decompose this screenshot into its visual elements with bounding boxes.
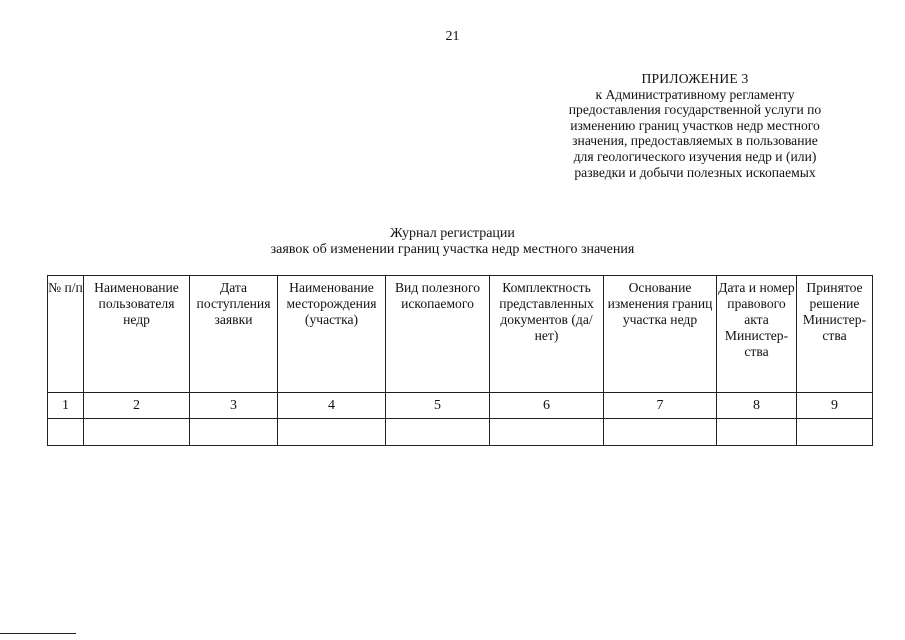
header-subsoil-user: Наименование пользователя недр: [84, 276, 190, 393]
header-change-basis: Основание изменения границ участка недр: [604, 276, 717, 393]
registry-table: [47, 275, 873, 446]
column-number: 6: [490, 393, 604, 419]
column-number: 1: [48, 393, 84, 419]
appendix-line: к Административному регламенту: [595, 86, 795, 102]
appendix-line: значения, предоставляемых в пользование: [572, 133, 818, 149]
column-number: 7: [604, 393, 717, 419]
column-number: 4: [278, 393, 386, 419]
table-cell: [490, 419, 604, 446]
journal-title-line: Журнал регистрации: [390, 226, 515, 241]
header-mineral-type: Вид полезного ископаемого: [386, 276, 490, 393]
table-header-row: [48, 276, 873, 393]
table-row: [48, 419, 873, 446]
header-ministry-decision: Принятое решение Министер-ства: [797, 276, 873, 393]
table-cell: [717, 419, 797, 446]
column-number: 2: [84, 393, 190, 419]
footnote-separator: [0, 633, 76, 634]
page-number: 21: [445, 29, 460, 44]
table-cell: [604, 419, 717, 446]
header-number: № п/п: [48, 276, 84, 393]
appendix-line: изменению границ участков недр местного: [570, 117, 820, 133]
appendix-line: разведки и добычи полезных ископаемых: [574, 164, 816, 180]
table-cell: [386, 419, 490, 446]
header-deposit-name: Наименование месторождения (участка): [278, 276, 386, 393]
header-documents-completeness: Комплектность представленных документов (да/нет): [490, 276, 604, 393]
column-number: 8: [717, 393, 797, 419]
appendix-header: [540, 71, 850, 180]
column-number: 3: [190, 393, 278, 419]
table-cell: [278, 419, 386, 446]
table-cell: [797, 419, 873, 446]
appendix-line: для геологического изучения недр и (или): [573, 148, 817, 164]
table-cell: [48, 419, 84, 446]
column-number: 9: [797, 393, 873, 419]
column-number: 5: [386, 393, 490, 419]
table-cell: [84, 419, 190, 446]
header-application-date: Дата поступления заявки: [190, 276, 278, 393]
appendix-heading: ПРИЛОЖЕНИЕ 3: [641, 71, 749, 86]
journal-title-line: заявок об изменении границ участка недр местного значения: [270, 242, 635, 257]
table-cell: [190, 419, 278, 446]
journal-title: [0, 226, 905, 258]
appendix-line: предоставления государственной услуги по: [568, 102, 822, 118]
table-number-row: [48, 393, 873, 419]
header-legal-act: Дата и номер правового акта Министер-ства: [717, 276, 797, 393]
